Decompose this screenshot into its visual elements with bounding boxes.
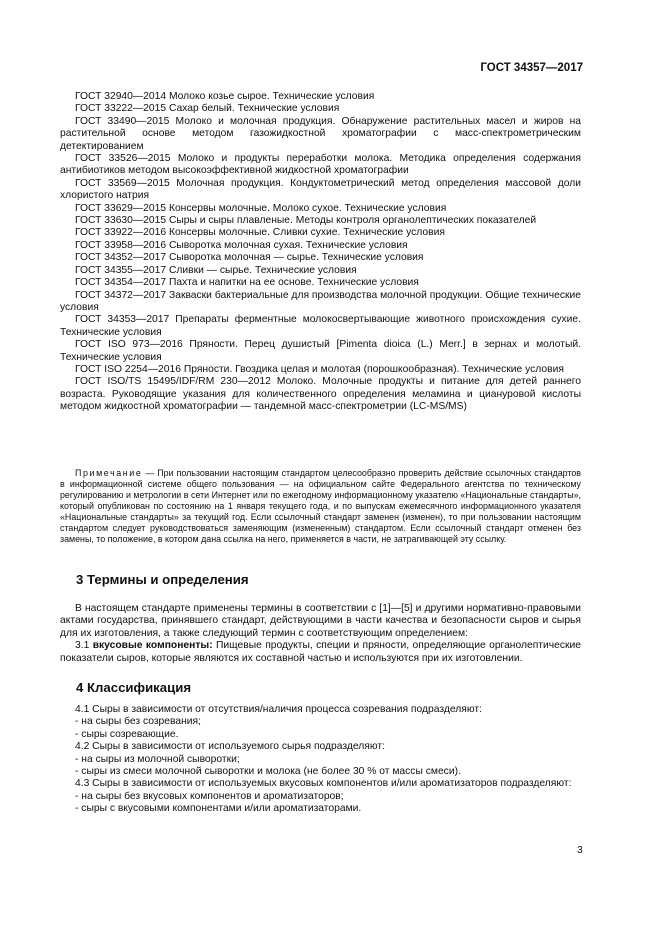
note-text: — При пользовании настоящим стандартом целесообразно проверить действие ссылочных стандартов в информационной системе общего пользования — на официальном сайте Федерального агентства по техническому регулированию и метрологии в сети Интернет или по ежегодному информационному указателю «Национальные стандарты», который опубликован по состоянию на 1 января текущего года, и по выпускам ежемесячного информационного указателя «Национальные стандарты» за текущий год. Если ссылочный стандарт заменен (изменен), то при пользовании настоящим стандартом следует руководствоваться заменяющим (измененным) стандартом. Если ссылочный стандарт отменен без замены, то положение, в котором дана ссылка на него, применяется в части, не затрагивающей эту ссылку.	[60, 468, 581, 544]
clause-4-1: 4.1 Сыры в зависимости от отсутствия/наличия процесса созревания подразделяют:	[75, 704, 482, 715]
reference-item: ГОСТ 33526—2015 Молоко и продукты переработки молока. Методика определения содержания антибиотиков методом высокоэффективной жидкостной хроматографии	[60, 153, 581, 177]
references-note	[60, 468, 581, 545]
note-label: Примечание	[75, 468, 143, 478]
page-number: 3	[577, 845, 583, 856]
reference-item: ГОСТ 33222—2015 Сахар белый. Технические условия	[75, 103, 340, 115]
reference-item: ГОСТ ISO 973—2016 Пряности. Перец душистый [Pimenta dioica (L.) Merr.] в зернах и молотый. Технические условия	[60, 339, 581, 363]
reference-item: ГОСТ 34355—2017 Сливки — сырье. Технические условия	[75, 264, 357, 276]
reference-item: ГОСТ ISO/TS 15495/IDF/RM 230—2012 Молоко. Молочные продукты и питание для детей раннего возраста. Руководящие указания для количественного определения меламина и циануровой кислоты методом жидкостной хроматографии — тандемной масс-спектрометрии (LC-MS/MS)	[60, 376, 581, 413]
reference-item: ГОСТ 33630—2015 Сыры и сыры плавленые. Методы контроля органолептических показателей	[75, 215, 537, 227]
note-paragraph	[60, 468, 581, 545]
section-4-body	[60, 704, 581, 816]
document-header-id: ГОСТ 34357—2017	[480, 62, 583, 74]
clause-4-3: 4.3 Сыры в зависимости от используемых вкусовых компонентов и/или ароматизаторов подразделяют:	[75, 778, 572, 790]
term-name: вкусовые компоненты:	[92, 640, 213, 652]
reference-item: ГОСТ 34372—2017 Закваски бактериальные для производства молочной продукции. Общие технические условия	[60, 289, 581, 313]
reference-item: ГОСТ 33569—2015 Молочная продукция. Кондуктометрический метод определения массовой доли хлористого натрия	[60, 177, 581, 202]
reference-item: ГОСТ 32940—2014 Молоко козье сырое. Технические условия	[75, 91, 375, 102]
list-item: - на сыры без созревания;	[75, 716, 201, 728]
section-3-heading: 3 Термины и определения	[76, 572, 249, 587]
list-item: - сыры с вкусовыми компонентами и/или ароматизаторами.	[75, 803, 362, 815]
section-4-heading: 4 Классификация	[76, 680, 192, 695]
term-number: 3.1	[75, 640, 93, 652]
normative-references-list	[60, 91, 581, 414]
reference-item: ГОСТ ISO 2254—2016 Пряности. Гвоздика целая и молотая (порошкообразная). Технические условия	[75, 363, 564, 375]
reference-item: ГОСТ 34354—2017 Пахта и напитки на ее основе. Технические условия	[75, 277, 419, 289]
term-definition	[60, 640, 581, 665]
list-item: - сыры созревающие.	[75, 728, 179, 740]
section-3-body	[60, 603, 581, 665]
section-3-intro: В настоящем стандарте применены термины в соответствии с [1]—[5] и другими нормативно-правовыми актами государства, принявшего стандарт, действующими в части качества и безопасности сыров и сырья для их изготовления, а также следующий термин с соответствующим определением:	[60, 603, 581, 639]
reference-item: ГОСТ 33490—2015 Молоко и молочная продукция. Обнаружение растительных масел и жиров на растительной основе методом газожидкостной хроматографии с масс-спектрометрическим детектированием	[60, 115, 581, 152]
reference-item: ГОСТ 34352—2017 Сыворотка молочная — сырье. Технические условия	[75, 252, 424, 264]
reference-item: ГОСТ 33629—2015 Консервы молочные. Молоко сухое. Технические условия	[75, 202, 447, 214]
list-item: - на сыры без вкусовых компонентов и ароматизаторов;	[75, 790, 344, 802]
term-definition-text: Пищевые продукты, специи и пряности, определяющие органолептические показатели сыров, которые являются их составной частью и используются при их изготовлении.	[60, 640, 581, 664]
reference-item: ГОСТ 33958—2016 Сыворотка молочная сухая. Технические условия	[75, 239, 408, 251]
reference-item: ГОСТ 33922—2016 Консервы молочные. Сливки сухие. Технические условия	[75, 227, 445, 239]
clause-4-2: 4.2 Сыры в зависимости от используемого сырья подразделяют:	[75, 741, 385, 753]
reference-item: ГОСТ 34353—2017 Препараты ферментные молокосвертывающие животного происхождения сухие. Технические условия	[60, 314, 581, 338]
list-item: - сыры из смеси молочной сыворотки и молока (не более 30 % от массы смеси).	[75, 766, 461, 778]
list-item: - на сыры из молочной сыворотки;	[75, 753, 240, 765]
